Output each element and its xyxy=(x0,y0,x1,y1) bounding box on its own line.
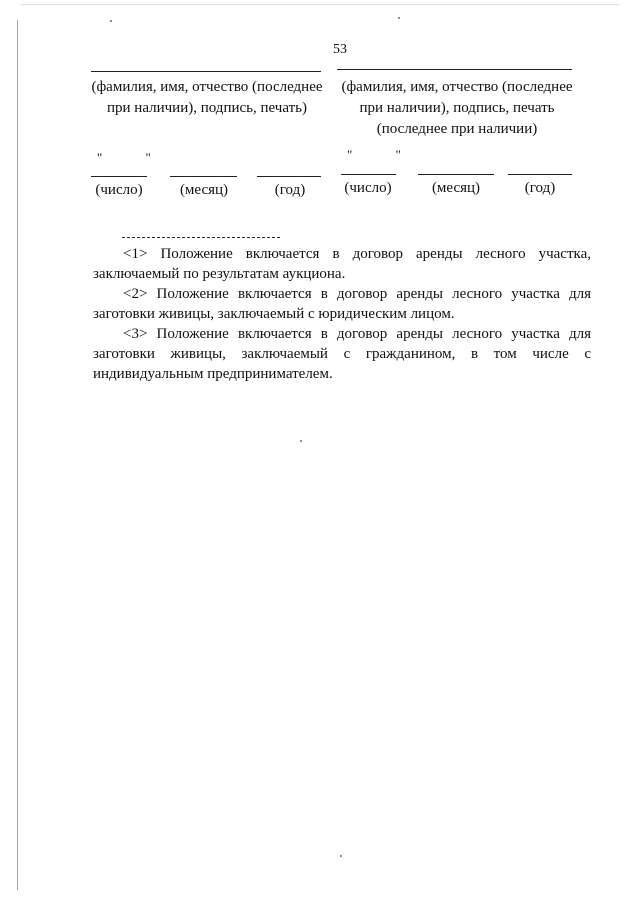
scan-edge-left xyxy=(17,20,18,890)
year-label: (год) xyxy=(274,182,306,198)
page-number: 53 xyxy=(333,42,347,57)
month-label: (месяц) xyxy=(179,182,229,198)
footnotes xyxy=(93,244,591,384)
day-label: (число) xyxy=(344,180,392,196)
footnote-2: <2> Положение включается в договор аренды лесного участка для заготовки живицы, заключаемый с юридическим лицом. xyxy=(93,286,591,322)
scan-speck xyxy=(110,20,112,22)
month-line xyxy=(170,176,237,177)
day-label: (число) xyxy=(95,182,143,198)
year-line xyxy=(508,174,572,175)
day-line xyxy=(341,174,396,175)
signature-line xyxy=(91,71,321,72)
footnote-separator xyxy=(122,237,280,238)
month-line xyxy=(418,174,494,175)
year-line xyxy=(257,176,321,177)
signature-caption: (фамилия, имя, отчество (последнее при наличии), подпись, печать) xyxy=(91,79,323,116)
footnote-1: <1> Положение включается в договор аренды лесного участка, заключаемый по результатам аукциона. xyxy=(93,246,591,282)
day-line xyxy=(91,176,147,177)
scan-speck xyxy=(340,855,342,857)
year-label: (год) xyxy=(524,180,556,196)
scan-speck xyxy=(300,440,302,442)
scan-speck xyxy=(398,17,400,19)
signature-caption: (фамилия, имя, отчество (последнее при наличии), подпись, печать (последнее при наличии) xyxy=(341,79,573,137)
month-label: (месяц) xyxy=(431,180,481,196)
scan-edge-top xyxy=(20,4,620,5)
date-quotes: " " xyxy=(347,147,421,162)
signature-line xyxy=(337,69,572,70)
footnote-3: <3> Положение включается в договор аренды лесного участка для заготовки живицы, заключаемый с гражданином, в том числе с индивидуальным предпринимателем. xyxy=(93,326,591,382)
date-quotes: " " xyxy=(97,150,171,165)
